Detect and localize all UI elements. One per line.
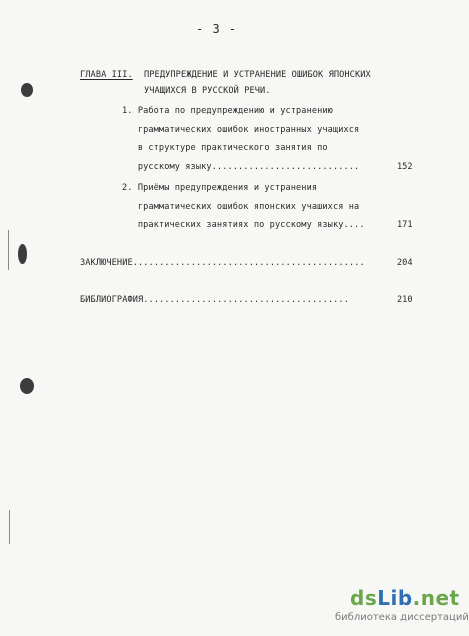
- punch-hole-lower: [20, 378, 34, 394]
- dslib-subtitle: библиотека диссертаций: [335, 612, 469, 623]
- bibliography-entry: БИБЛИОГРАФИЯ.......................................: [80, 295, 349, 305]
- section-1-page: 152: [397, 162, 413, 172]
- section-1-line-4: русскому языку............................: [122, 162, 360, 172]
- chapter-title-line2: УЧАЩИХСЯ В РУССКОЙ РЕЧИ.: [144, 86, 271, 96]
- page-number: - 3 -: [196, 22, 238, 36]
- conclusion-page: 204: [397, 258, 413, 268]
- section-2-line-3: практических занятиях по русскому языку....: [122, 220, 365, 230]
- dslib-logo: dsLib.net: [350, 586, 460, 610]
- chapter-title-line1: ПРЕДУПРЕЖДЕНИЕ И УСТРАНЕНИЕ ОШИБОК ЯПОНСКИХ: [144, 70, 371, 80]
- bibliography-page: 210: [397, 295, 413, 305]
- chapter-label: ГЛАВА III.: [80, 70, 133, 80]
- punch-hole-middle: [18, 244, 27, 264]
- section-1-line-2: грамматических ошибок иностранных учащихся: [122, 125, 360, 135]
- conclusion-entry: ЗАКЛЮЧЕНИЕ............................................: [80, 258, 365, 268]
- punch-hole-top: [21, 83, 33, 97]
- section-1-line-1: 1. Работа по предупреждению и устранению: [122, 106, 333, 116]
- section-2-line-1: 2. Приёмы предупреждения и устранения: [122, 183, 318, 193]
- section-1-line-3: в структуре практического занятия по: [122, 143, 328, 153]
- section-2-line-2: грамматических ошибок японских учашихся на: [122, 202, 360, 212]
- section-2-page: 171: [397, 220, 413, 230]
- margin-mark: [9, 510, 10, 544]
- margin-mark: [8, 230, 9, 270]
